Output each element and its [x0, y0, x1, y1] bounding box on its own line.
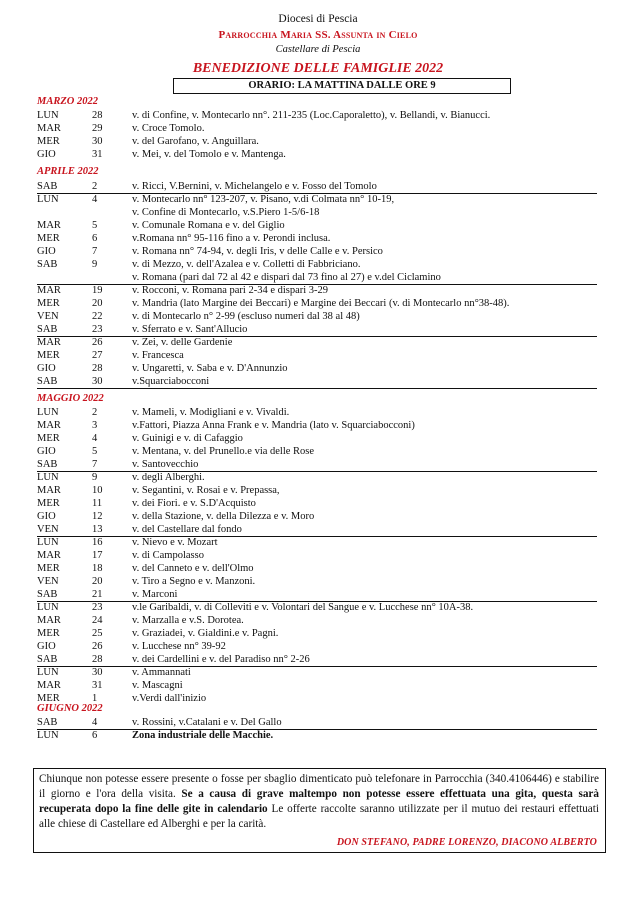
page-title: BENEDIZIONE DELLE FAMIGLIE 2022 [192, 61, 444, 76]
row-date: 30 [92, 376, 103, 387]
row-day: LUN [37, 407, 59, 418]
row-day: MAR [37, 485, 61, 496]
row-streets: v. Francesca [132, 350, 184, 361]
row-streets: v. Marzalla e v.S. Dorotea. [132, 615, 244, 626]
row-date: 9 [92, 259, 98, 270]
row-day: MAR [37, 220, 61, 231]
row-streets: v. Mentana, v. del Prunello.e via delle Rose [132, 446, 315, 457]
parish-heading: Parrocchia Maria SS. Assunta in Cielo [218, 29, 418, 41]
row-streets: v. Marconi [132, 589, 178, 600]
row-date: 17 [92, 550, 103, 561]
row-day: LUN [37, 537, 59, 548]
schedule-row [37, 432, 597, 445]
row-day: SAB [37, 654, 58, 665]
signature: DON STEFANO, PADRE LORENZO, DIACONO ALBERTO [336, 837, 597, 848]
row-date: 19 [92, 285, 103, 296]
row-date: 28 [92, 110, 103, 121]
schedule-row [37, 536, 597, 549]
schedule-row [37, 640, 597, 653]
row-streets: v. Santovecchio [132, 459, 199, 470]
schedule-row [37, 692, 597, 705]
row-day: MER [37, 563, 60, 574]
row-day: SAB [37, 376, 58, 387]
schedule-row [37, 601, 597, 614]
row-day: SAB [37, 259, 58, 270]
row-day: VEN [37, 576, 59, 587]
month-heading-marzo: MARZO 2022 [37, 96, 98, 107]
diocese-heading: Diocesi di Pescia [278, 13, 358, 25]
schedule-row [37, 375, 597, 389]
row-date: 24 [92, 615, 103, 626]
row-streets: v. Lucchese nn° 39-92 [132, 641, 226, 652]
schedule-row [37, 666, 597, 679]
schedule-row [37, 419, 597, 432]
schedule-row [37, 180, 597, 194]
row-date: 2 [92, 181, 98, 192]
notes-paragraph [39, 772, 599, 832]
row-day: LUN [37, 667, 59, 678]
row-date: 5 [92, 220, 98, 231]
row-streets: v. Mei, v. del Tomolo e v. Mantenga. [132, 149, 286, 160]
row-day: MER [37, 298, 60, 309]
row-day: SAB [37, 717, 58, 728]
row-streets: v. degli Alberghi. [132, 472, 205, 483]
schedule-row [37, 284, 597, 297]
row-streets: v. Guinigi e v. di Cafaggio [132, 433, 243, 444]
row-streets: v. Croce Tomolo. [132, 123, 205, 134]
row-date: 28 [92, 363, 103, 374]
orario-box: ORARIO: LA MATTINA DALLE ORE 9 [173, 78, 511, 94]
month-heading-maggio: MAGGIO 2022 [37, 393, 104, 404]
schedule-row [37, 510, 597, 523]
row-date: 5 [92, 446, 98, 457]
row-date: 31 [92, 680, 103, 691]
row-date: 4 [92, 433, 98, 444]
row-streets: v.le Garibaldi, v. di Colleviti e v. Volontari del Sangue e v. Lucchese nn° 10A-38. [132, 602, 474, 613]
row-streets: v.Squarciabocconi [132, 376, 210, 387]
schedule-row [37, 588, 597, 602]
row-date: 21 [92, 589, 103, 600]
schedule-row [37, 349, 597, 362]
row-date: 6 [92, 233, 98, 244]
schedule-row [37, 258, 597, 271]
row-date: 7 [92, 459, 98, 470]
row-day: GIO [37, 246, 56, 257]
row-date: 4 [92, 717, 98, 728]
row-streets: v. Ricci, V.Bernini, v. Michelangelo e v. Fosso del Tomolo [132, 181, 377, 192]
row-streets: v. Rocconi, v. Romana pari 2-34 e dispari 3-29 [132, 285, 329, 296]
row-day: MAR [37, 680, 61, 691]
row-day: MAR [37, 285, 61, 296]
notes-box [33, 768, 606, 853]
row-streets: v.Fattori, Piazza Anna Frank e v. Mandria (lato v. Squarciabocconi) [132, 420, 415, 431]
row-streets: v. Rossini, v.Catalani e v. Del Gallo [132, 717, 282, 728]
row-day: LUN [37, 194, 59, 205]
schedule-row [37, 406, 597, 419]
row-date: 23 [92, 602, 103, 613]
row-day: SAB [37, 459, 58, 470]
row-streets: v. di Campolasso [132, 550, 204, 561]
row-streets: v. Ungaretti, v. Saba e v. D'Annunzio [132, 363, 288, 374]
row-date: 30 [92, 136, 103, 147]
row-streets: v. Mascagni [132, 680, 183, 691]
schedule-row [37, 716, 597, 730]
row-date: 23 [92, 324, 103, 335]
schedule-row [37, 122, 597, 135]
row-day: GIO [37, 446, 56, 457]
row-date: 10 [92, 485, 103, 496]
schedule-row [37, 549, 597, 562]
row-day: VEN [37, 311, 59, 322]
row-day: MER [37, 136, 60, 147]
row-day: MER [37, 498, 60, 509]
row-streets: v. Confine di Montecarlo, v.S.Piero 1-5/6-18 [132, 207, 320, 218]
row-date: 2 [92, 407, 98, 418]
row-date: 29 [92, 123, 103, 134]
row-date: 11 [92, 498, 103, 509]
row-date: 6 [92, 730, 98, 741]
schedule-row [37, 484, 597, 497]
schedule-row [37, 445, 597, 458]
notes-text-1: Chiunque non potesse essere presente o fosse per sbaglio dimenticato può telefonare in Parrocchia (340.4106446) e stabilire il giorno e l'ora della visita. [39, 773, 599, 800]
row-day: LUN [37, 602, 59, 613]
row-streets: v. dei Fiori. e v. S.D'Acquisto [132, 498, 256, 509]
row-day: MAR [37, 550, 61, 561]
row-streets: v. del Canneto e v. dell'Olmo [132, 563, 254, 574]
row-day: MER [37, 693, 60, 704]
location-heading: Castellare di Pescia [275, 44, 361, 55]
row-day: MAR [37, 123, 61, 134]
schedule-row [37, 471, 597, 484]
row-streets: v. Montecarlo nn° 123-207, v. Pisano, v.di Colmata nn° 10-19, [132, 194, 395, 205]
row-streets: v. Comunale Romana e v. del Giglio [132, 220, 285, 231]
row-date: 1 [92, 693, 98, 704]
row-streets: v. del Castellare dal fondo [132, 524, 242, 535]
row-streets: v. Ammannati [132, 667, 191, 678]
row-date: 22 [92, 311, 103, 322]
schedule-row [37, 679, 597, 692]
row-streets: Zona industriale delle Macchie. [132, 730, 274, 741]
schedule-row [37, 562, 597, 575]
row-day: VEN [37, 524, 59, 535]
row-date: 9 [92, 472, 98, 483]
row-date: 30 [92, 667, 103, 678]
row-streets: v. Graziadei, v. Gialdini.e v. Pagni. [132, 628, 279, 639]
row-date: 3 [92, 420, 98, 431]
row-streets: v.Verdi dall'inizio [132, 693, 207, 704]
row-day: MER [37, 350, 60, 361]
schedule-row [37, 271, 597, 285]
schedule-row [37, 497, 597, 510]
row-day: MER [37, 433, 60, 444]
row-streets: v. Segantini, v. Rosai e v. Prepassa, [132, 485, 280, 496]
schedule-row [37, 297, 597, 310]
schedule-row [37, 362, 597, 375]
row-date: 12 [92, 511, 103, 522]
schedule-row [37, 245, 597, 258]
row-streets: v. Mandria (lato Margine dei Beccari) e Margine dei Beccari (v. di Montecarlo nn°38-48). [132, 298, 510, 309]
row-day: SAB [37, 324, 58, 335]
row-day: LUN [37, 730, 59, 741]
schedule-row [37, 729, 597, 742]
row-date: 4 [92, 194, 98, 205]
month-heading-giugno: GIUGNO 2022 [37, 703, 103, 714]
row-streets: v. Nievo e v. Mozart [132, 537, 218, 548]
row-day: GIO [37, 511, 56, 522]
schedule-row [37, 206, 597, 219]
row-day: GIO [37, 641, 56, 652]
row-day: MER [37, 628, 60, 639]
row-day: GIO [37, 149, 56, 160]
row-date: 16 [92, 537, 103, 548]
schedule-row [37, 310, 597, 323]
schedule-row [37, 614, 597, 627]
row-streets: v. di Montecarlo n° 2-99 (escluso numeri dal 38 al 48) [132, 311, 360, 322]
row-streets: v. Zei, v. delle Gardenie [132, 337, 233, 348]
row-streets: v. Mameli, v. Modigliani e v. Vivaldi. [132, 407, 290, 418]
row-date: 25 [92, 628, 103, 639]
row-date: 20 [92, 298, 103, 309]
row-date: 31 [92, 149, 103, 160]
row-streets: v. Sferrato e v. Sant'Allucio [132, 324, 248, 335]
row-day: GIO [37, 363, 56, 374]
schedule-row [37, 219, 597, 232]
schedule-row [37, 575, 597, 588]
row-date: 26 [92, 641, 103, 652]
row-streets: v. di Confine, v. Montecarlo nn°. 211-235 (Loc.Caporaletto), v. Bellandi, v. Bianucci. [132, 110, 491, 121]
row-day: LUN [37, 110, 59, 121]
row-streets: v.Romana nn° 95-116 fino a v. Perondi inclusa. [132, 233, 331, 244]
schedule-row [37, 336, 597, 349]
row-streets: v. Tiro a Segno e v. Manzoni. [132, 576, 256, 587]
month-heading-aprile: APRILE 2022 [37, 166, 99, 177]
row-streets: v. di Mezzo, v. dell'Azalea e v. Colletti di Fabbriciano. [132, 259, 361, 270]
row-date: 13 [92, 524, 103, 535]
row-streets: v. dei Cardellini e v. del Paradiso nn° 2-26 [132, 654, 310, 665]
schedule-row [37, 135, 597, 148]
row-day: SAB [37, 181, 58, 192]
row-day: MAR [37, 420, 61, 431]
row-streets: v. del Garofano, v. Anguillara. [132, 136, 259, 147]
row-streets: v. della Stazione, v. della Dilezza e v. Moro [132, 511, 315, 522]
row-date: 18 [92, 563, 103, 574]
row-day: MAR [37, 337, 61, 348]
row-streets: v. Romana (pari dal 72 al 42 e dispari dal 73 fino al 27) e v.del Ciclamino [132, 272, 441, 283]
schedule-row [37, 193, 597, 206]
row-date: 28 [92, 654, 103, 665]
row-date: 7 [92, 246, 98, 257]
schedule-row [37, 232, 597, 245]
row-date: 27 [92, 350, 103, 361]
row-day: LUN [37, 472, 59, 483]
schedule-row [37, 109, 597, 122]
row-date: 26 [92, 337, 103, 348]
row-streets: v. Romana nn° 74-94, v. degli Iris, v delle Calle e v. Persico [132, 246, 383, 257]
schedule-row [37, 458, 597, 472]
schedule-row [37, 523, 597, 537]
schedule-row [37, 148, 597, 161]
row-day: MER [37, 233, 60, 244]
schedule-row [37, 653, 597, 667]
row-day: MAR [37, 615, 61, 626]
notes-text-3: Le offerte raccolte saranno utilizzate per il mutuo dei restauri effettuati alle chiese di Castellare ed Alberghi e per la carità. [39, 803, 599, 830]
row-day: SAB [37, 589, 58, 600]
schedule-row [37, 627, 597, 640]
notes-text-2-bold: Se a causa di grave maltempo non potesse essere effettuata una gita, questa sarà recuperata dopo la fine delle gite in calendario [39, 788, 599, 815]
row-date: 20 [92, 576, 103, 587]
schedule-row [37, 323, 597, 337]
